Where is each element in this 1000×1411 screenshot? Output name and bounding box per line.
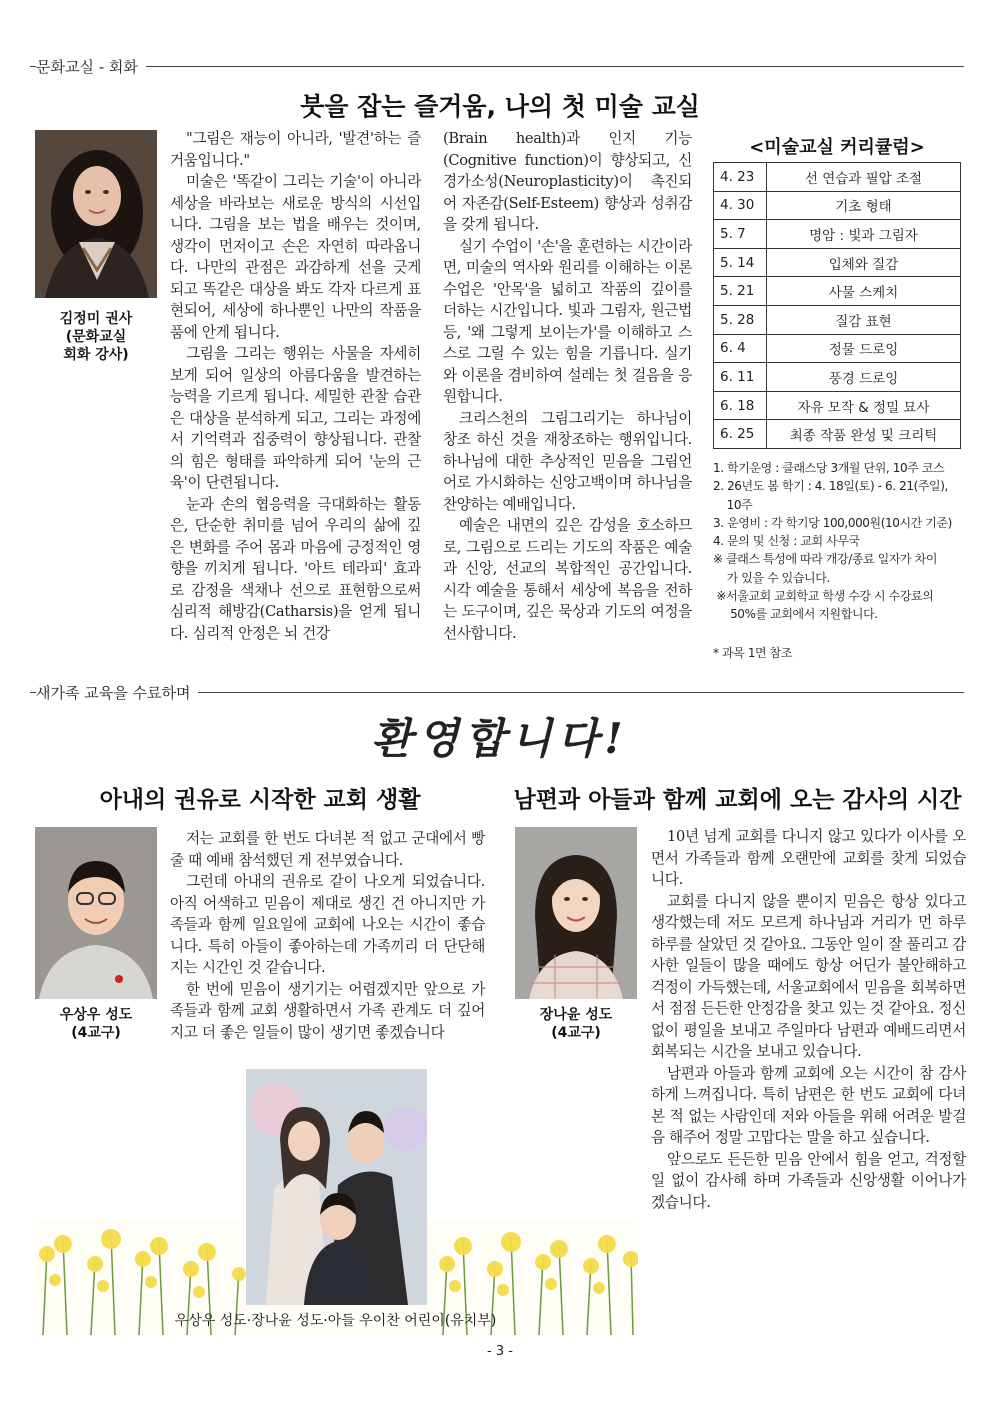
article-column-1 bbox=[170, 128, 421, 644]
paragraph: 크리스천의 그림그리기는 하나님이 창조 하신 것을 재창조하는 행위입니다. 하나님에 대한 추상적인 믿음을 그림언어로 가시화하는 신앙고백이며 하나님을 찬양하는 예배입니다. bbox=[443, 409, 692, 513]
testimony-text-left bbox=[170, 828, 485, 1043]
paragraph: 교회를 다니지 않을 뿐이지 믿음은 항상 있다고 생각했는데 저도 모르게 하나님과 거리가 먼 하루하루를 살았던 것 같아요. 그동안 일이 잘 풀리고 감사한 일들이 많을 때에도 항상 어딘가 불안해하고 걱정이 가득했는데, 서울교회에서 믿음을 회복하면서 점점 든든한 안정감을 찾고 있는 것 같아요. 정신없이 평일을 보내고 주일마다 남편과 예배드리면서 회복되는 시간을 보내고 있습니다. bbox=[651, 892, 967, 1060]
curriculum-row bbox=[714, 277, 961, 306]
member-caption-right bbox=[515, 1006, 637, 1042]
curriculum-date: 5. 21 bbox=[714, 277, 767, 306]
paragraph: 남편과 아들과 함께 교회에 오는 시간이 참 감사하게 느껴집니다. 특히 남편은 한 번도 교회에 다녀본 적 없는 사람인데 저와 아들을 위해 어려운 발걸음 해주어 정말 고맙다는 말을 하고 싶습니다. bbox=[651, 1064, 966, 1146]
curriculum-topic: 기초 형태 bbox=[767, 191, 961, 220]
paragraph: 한 번에 믿음이 생기기는 어렵겠지만 앞으로 가족들과 함께 교회 생활하면서 가족 관계도 더 깊어지고 더 좋은 일들이 많이 생기면 좋겠습니다 bbox=[170, 980, 485, 1041]
member-name: 장나윤 성도 bbox=[539, 1007, 613, 1023]
member-district: (4교구) bbox=[71, 1025, 121, 1041]
curriculum-note: 가 있을 수 있습니다. bbox=[713, 570, 830, 585]
curriculum-note: ※서울교회 교회학교 학생 수강 시 수강료의 bbox=[713, 589, 934, 604]
curriculum-note: 3. 운영비 : 각 학기당 100,000원(10시간 기준) bbox=[713, 515, 952, 530]
curriculum-note: 10주 bbox=[713, 497, 753, 512]
curriculum-title: <미술교실 커리큘럼> bbox=[749, 137, 925, 158]
section-label: 새가족 교육을 수료하며 bbox=[36, 682, 198, 703]
article-column-2 bbox=[443, 128, 692, 644]
page-number: - 3 - bbox=[487, 1344, 513, 1359]
member-district: (4교구) bbox=[551, 1025, 601, 1041]
curriculum-topic: 풍경 드로잉 bbox=[767, 363, 961, 392]
curriculum-topic: 사물 스케치 bbox=[767, 277, 961, 306]
curriculum-row bbox=[714, 163, 961, 192]
testimony-title-left: 아내의 권유로 시작한 교회 생활 bbox=[99, 787, 421, 813]
paragraph: 10년 넘게 교회를 다니지 않고 있다가 이사를 오면서 가족들과 함께 오랜만에 교회를 찾게 되었습니다. bbox=[651, 828, 966, 888]
curriculum-row bbox=[714, 305, 961, 334]
curriculum-note: 2. 26년도 봄 학기 : 4. 18일(토) - 6. 21(주일), bbox=[713, 479, 948, 494]
member-name: 우상우 성도 bbox=[59, 1007, 133, 1023]
curriculum-topic: 입체와 질감 bbox=[767, 248, 961, 277]
curriculum-row bbox=[714, 420, 961, 449]
paragraph: (Brain health)과 인지 기능(Cognitive function)이 향상되고, 신경가소성(Neuroplasticity)이 촉진되어 자존감(Self-Esteem) 향상과 성취감을 갖게 됩니다. bbox=[443, 130, 692, 233]
curriculum-note: 1. 학기운영 : 클래스당 3개월 단위, 10주 코스 bbox=[713, 461, 945, 475]
curriculum-note: ※ 클래스 특성에 따라 개강/종료 일자가 차이 bbox=[713, 552, 938, 567]
author-name: 김정미 권사 bbox=[59, 311, 133, 327]
curriculum-date: 4. 30 bbox=[714, 191, 767, 220]
author-caption bbox=[35, 310, 157, 364]
curriculum-date: 6. 11 bbox=[714, 363, 767, 392]
welcome-heading: 환영합니다! bbox=[371, 714, 629, 763]
testimony-text-right bbox=[651, 826, 966, 1213]
member-photo-right bbox=[515, 827, 637, 999]
curriculum-topic: 최종 작품 완성 및 크리틱 bbox=[767, 420, 961, 449]
testimony-title-right: 남편과 아들과 함께 교회에 오는 감사의 시간 bbox=[513, 787, 962, 813]
curriculum-topic: 자유 모작 & 정밀 묘사 bbox=[767, 391, 961, 420]
section-rule bbox=[30, 66, 964, 67]
member-photo-left bbox=[35, 827, 157, 999]
curriculum-table-wrap bbox=[713, 162, 961, 449]
curriculum-row bbox=[714, 248, 961, 277]
curriculum-row bbox=[714, 191, 961, 220]
curriculum-date: 6. 4 bbox=[714, 334, 767, 363]
curriculum-date: 6. 18 bbox=[714, 391, 767, 420]
author-role-line2: 회화 강사) bbox=[63, 347, 129, 363]
family-photo bbox=[246, 1069, 427, 1305]
curriculum-row bbox=[714, 334, 961, 363]
curriculum-topic: 명암 : 빛과 그림자 bbox=[767, 220, 961, 249]
curriculum-topic: 질감 표현 bbox=[767, 305, 961, 334]
curriculum-date: 5. 28 bbox=[714, 305, 767, 334]
curriculum-row bbox=[714, 363, 961, 392]
curriculum-note: 50%를 교회에서 지원합니다. bbox=[713, 607, 878, 622]
paragraph: 저는 교회를 한 번도 다녀본 적 없고 군대에서 빵 줄 때 예배 참석했던 게 전부였습니다. bbox=[170, 830, 485, 869]
paragraph: 눈과 손의 협응력을 극대화하는 활동은, 단순한 취미를 넘어 우리의 삶에 깊은 변화를 주어 몸과 마음에 긍정적인 영향을 끼치게 됩니다. '아트 테라피' 효과로 감정을 색채나 선으로 표현함으로써 심리적 해방감(Catharsis)을 얻게 됩니다. 심리적 안정은 뇌 건강 bbox=[170, 495, 421, 642]
paragraph: "그림은 재능이 아니라, '발견'하는 즐거움입니다." bbox=[170, 130, 421, 169]
member-caption-left bbox=[35, 1006, 157, 1042]
curriculum-footnote: * 과목 1면 참조 bbox=[713, 646, 793, 660]
curriculum-topic: 선 연습과 필압 조절 bbox=[767, 163, 961, 192]
curriculum-date: 5. 14 bbox=[714, 248, 767, 277]
paragraph: 예술은 내면의 깊은 감성을 호소하므로, 그림으로 드리는 기도의 작품은 예술과 신앙, 선교의 복합적인 공간입니다. 시각 예술을 통해서 세상에 복음을 전하는 도구이며, 깊은 묵상과 기도의 여정을 선사합니다. bbox=[443, 517, 692, 642]
curriculum-notes bbox=[713, 459, 973, 624]
curriculum-row bbox=[714, 391, 961, 420]
curriculum-note: 4. 문의 및 신청 : 교회 사무국 bbox=[713, 534, 860, 549]
paragraph: 그런데 아내의 권유로 같이 나오게 되었습니다. 아직 어색하고 믿음이 제대로 생긴 건 아니지만 가족들과 함께 일요일에 교회에 나오는 시간이 좋습니다. 특히 아들이 좋아하는데 가족끼리 더 단단해지는 시간인 것 같습니다. bbox=[170, 873, 485, 976]
article-title: 붓을 잡는 즐거움, 나의 첫 미술 교실 bbox=[300, 92, 700, 121]
author-photo bbox=[35, 130, 157, 298]
curriculum-date: 5. 7 bbox=[714, 220, 767, 249]
paragraph: 그림을 그리는 행위는 사물을 자세히 보게 되어 일상의 아름다움을 발견하는 능력을 기르게 됩니다. 세밀한 관찰 습관은 대상을 분석하게 되고, 그리는 과정에서 기억력과 집중력이 향상됩니다. 관찰의 힘은 형태를 파악하게 되어 '눈의 근육'이 단련됩니다. bbox=[170, 345, 421, 491]
curriculum-topic: 정물 드로잉 bbox=[767, 334, 961, 363]
author-role-line1: (문화교실 bbox=[65, 329, 127, 345]
paragraph: 앞으로도 든든한 믿음 안에서 힘을 얻고, 걱정할 일 없이 감사해 하며 가족들과 신앙생활 이어나가겠습니다. bbox=[651, 1150, 966, 1211]
curriculum-row bbox=[714, 220, 961, 249]
section-label: 문화교실 - 회화 bbox=[36, 56, 146, 77]
curriculum-date: 4. 23 bbox=[714, 163, 767, 192]
curriculum-date: 6. 25 bbox=[714, 420, 767, 449]
curriculum-table bbox=[713, 162, 961, 449]
paragraph: 실기 수업이 '손'을 훈련하는 시간이라면, 미술의 역사와 원리를 이해하는 이론 수업은 '안목'을 넓히고 작품의 깊이를 더하는 시간입니다. 빛과 그림자, 원근법 등, '왜 그렇게 보이는가'를 이해하고 스스로 그릴 수 있는 힘을 기릅니다. 실기와 이론을 겸비하여 설레는 첫 걸음을 응원합니다. bbox=[443, 237, 692, 405]
family-photo-caption: 우상우 성도·장나윤 성도·아들 우이찬 어린이(유치부) bbox=[174, 1313, 497, 1329]
paragraph: 미술은 '똑같이 그리는 기술'이 아니라 세상을 바라보는 새로운 방식의 시선입니다. 그림을 보는 법을 배우는 것이며, 생각이 먼저이고 손은 자연히 따라옵니다. 나만의 관점은 과감하게 선을 긋게 되고 똑같은 대상을 봐도 각자 다르게 표현되어, 세상에 하나뿐인 나만의 작품을 품에 안게 됩니다. bbox=[170, 173, 421, 341]
